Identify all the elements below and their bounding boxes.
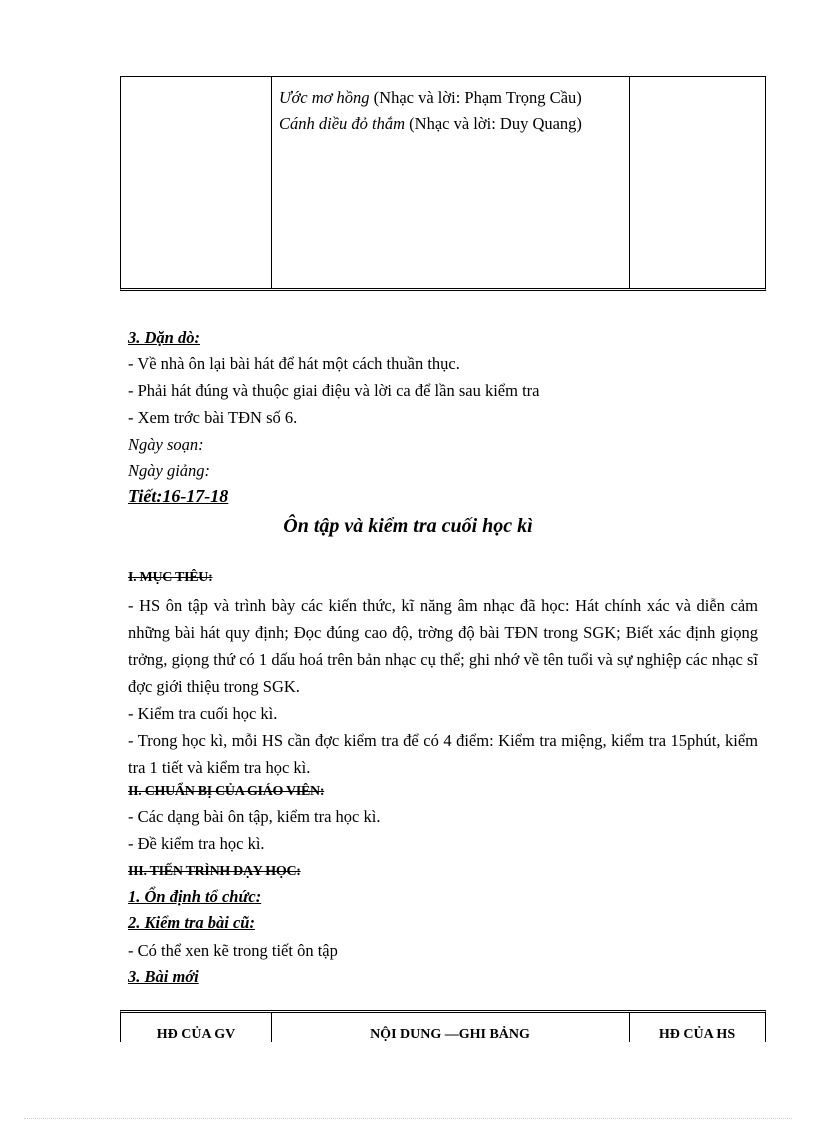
song-1-credit: (Nhạc và lời: Phạm Trọng Cầu) [369,88,582,107]
header-content: NỘI DUNG —GHI BẢNG [271,1013,630,1042]
homework-item: - Về nhà ôn lại bài hát để hát một cách thuần thục. [128,354,460,373]
homework-item: - Xem trớc bài TĐN số 6. [128,408,298,427]
song-list [279,85,619,137]
procedure-step-3: 3. Bài mới [128,967,199,986]
procedure-step-2: 2. Kiểm tra bài cũ: [128,913,255,932]
procedure-heading: III. TIẾN TRÌNH DẠY HỌC: [128,864,301,879]
period-label: Tiết:16-17-18 [128,486,229,506]
header-teacher-activity: HĐ CỦA GV [121,1013,272,1042]
continuation-table [120,76,766,291]
teach-date: Ngày giảng: [128,461,211,480]
page-footer-rule [24,1118,792,1119]
homework-heading: 3. Dặn dò: [128,328,200,347]
song-2 [279,111,619,137]
prep-date: Ngày soạn: [128,435,204,454]
homework-item: - Phải hát đúng và thuộc giai điệu và lời ca để lần sau kiểm tra [128,381,540,400]
preparation-item: - Các dạng bài ôn tập, kiểm tra học kì. [128,807,381,826]
header-student-activity: HĐ CỦA HS [658,1027,736,1042]
objectives-heading: I. MỤC TIÊU: [128,570,213,585]
lesson-table-header [120,1010,766,1042]
objective-paragraph: - HS ôn tập và trình bày các kiến thức, kĩ năng âm nhạc đã học: Hát chính xác và diễn cảm những bài hát quy định; Đọc đúng cao độ, trờng độ bài TĐN trong SGK; Biết xác định giọng trởng, giọng thứ có 1 dấu hoá trên bản nhạc cụ thể; ghi nhớ về tên tuổi và sự nghiệp các nhạc sĩ đợc giới thiệu trong SGK. [128,596,758,696]
song-1 [279,85,619,111]
song-2-title: Cánh diều đỏ thắm [279,114,406,133]
song-2-credit: (Nhạc và lời: Duy Quang) [405,114,582,133]
preparation-heading: II. CHUẨN BỊ CỦA GIÁO VIÊN: [128,784,325,799]
objectives-body [128,592,758,781]
procedure-step-2-note: - Có thể xen kẽ trong tiết ôn tập [128,941,338,960]
procedure-step-1: 1. Ổn định tổ chức: [128,887,262,906]
preparation-item: - Đề kiểm tra học kì. [128,834,265,853]
lesson-title: Ôn tập và kiểm tra cuối học kì [283,515,533,537]
song-1-title: Ước mơ hồng [279,88,370,107]
table-cell-teacher [121,77,272,288]
objective-paragraph: - Trong học kì, mỗi HS cần đợc kiểm tra để có 4 điểm: Kiểm tra miệng, kiểm tra 15phút, kiểm tra 1 tiết và kiểm tra học kì. [128,731,758,777]
objective-paragraph: - Kiểm tra cuối học kì. [128,704,278,723]
